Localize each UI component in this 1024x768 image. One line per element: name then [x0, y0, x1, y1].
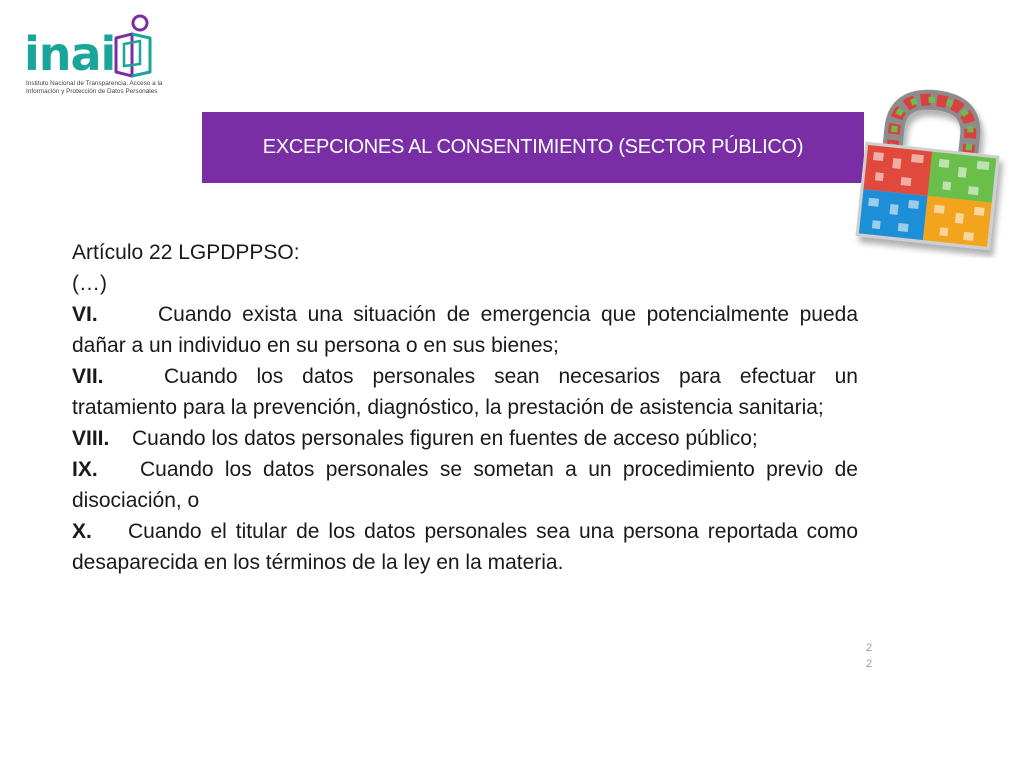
- padlock-icon: [852, 88, 1008, 258]
- item-number: VI.: [72, 303, 98, 326]
- item-text: Cuando el titular de los datos personales sea una persona reportada como desaparecida en los términos de la ley en la materia.: [72, 520, 858, 574]
- list-item: [72, 299, 858, 361]
- title-banner: [202, 112, 864, 183]
- ellipsis-marker: (…): [72, 272, 107, 295]
- item-text: Cuando exista una situación de emergencia que potencialmente pueda dañar a un individuo en su persona o en sus bienes;: [72, 303, 858, 357]
- item-text: Cuando los datos personales se sometan a un procedimiento previo de disociación, o: [72, 458, 858, 512]
- item-number: X.: [72, 520, 92, 543]
- item-text: Cuando los datos personales figuren en fuentes de acceso público;: [132, 427, 758, 450]
- item-number: IX.: [72, 458, 98, 481]
- item-number: VII.: [72, 365, 104, 388]
- article-content: [72, 237, 858, 578]
- page-title: EXCEPCIONES AL CONSENTIMIENTO (SECTOR PÚBLICO): [262, 136, 804, 158]
- item-number: VIII.: [72, 427, 110, 450]
- page-number: 2 2: [865, 642, 873, 670]
- list-item: [72, 423, 858, 454]
- list-item: [72, 516, 858, 578]
- inai-person-book-icon: [110, 14, 156, 80]
- inai-logo: [22, 14, 162, 98]
- list-item: [72, 361, 858, 423]
- item-text: Cuando los datos personales sean necesarios para efectuar un tratamiento para la prevención, diagnóstico, la prestación de asistencia sanitaria;: [72, 365, 858, 419]
- list-item: [72, 454, 858, 516]
- logo-wordmark: inai: [24, 27, 116, 81]
- logo-subtitle: Instituto Nacional de Transparencia, Acceso a la Información y Protección de Datos Personales: [26, 80, 163, 95]
- article-heading: Artículo 22 LGPDPPSO:: [72, 241, 300, 264]
